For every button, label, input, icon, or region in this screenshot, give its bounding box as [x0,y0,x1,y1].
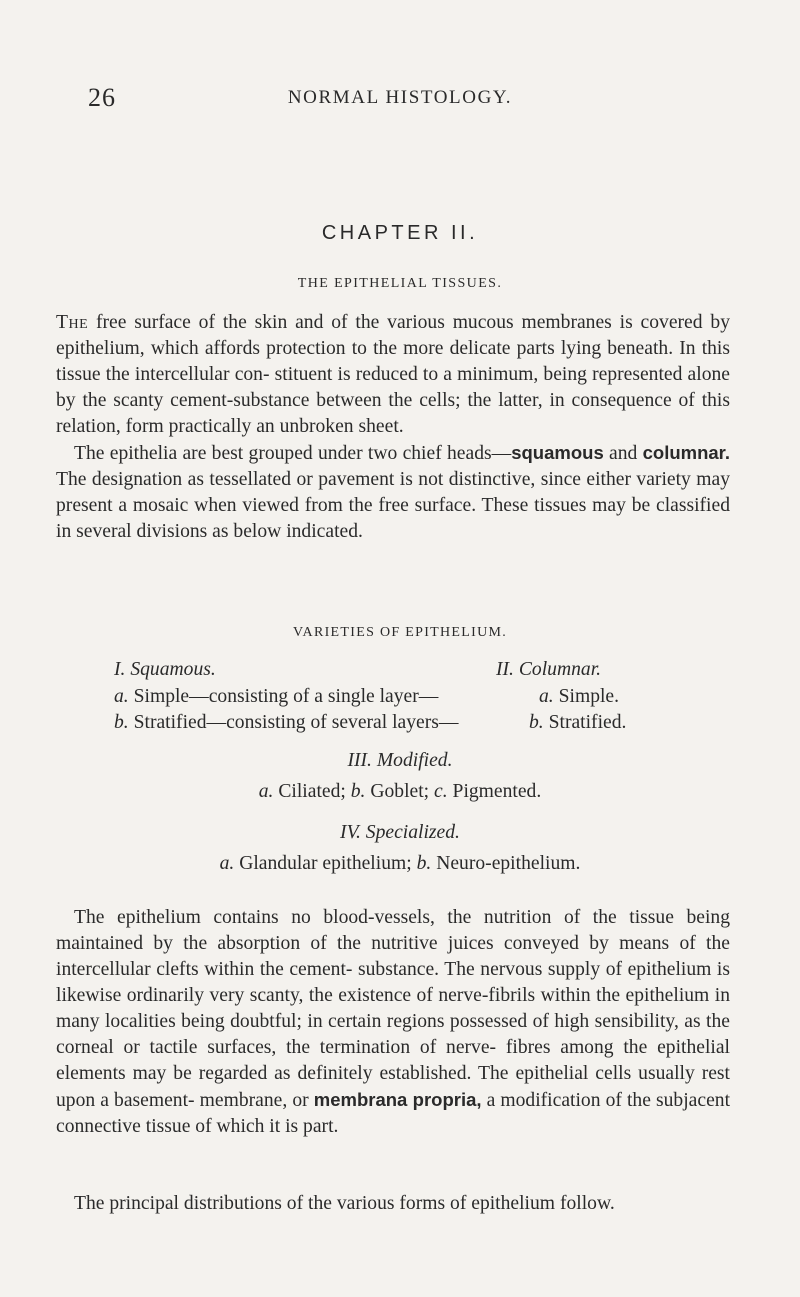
term-membrana-propria: membrana propria, [313,1089,482,1110]
modified-a-text: Ciliated; [278,781,346,802]
paragraph-2-text-a: The epithelia are best grouped under two chief heads— [74,443,512,464]
term-squamous: squamous [511,442,604,463]
squamous-label: I. Squamous. [114,659,216,680]
paragraph-4 [56,1191,730,1217]
squamous-b-letter: b. [114,712,129,733]
modified-label: III. Modified. [347,750,453,771]
columnar-label: II. Columnar. [496,659,602,680]
paragraph-3-text-b: a modification of the subjacent connective tissue of which it is part. [56,1090,731,1137]
squamous-a-row [114,686,438,708]
columnar-a-letter: a. [539,686,554,707]
paragraph-1-lead: The [56,312,89,333]
modified-row [0,781,800,803]
columnar-b-text: Stratified. [548,712,627,733]
modified-b-text: Goblet; [370,781,430,802]
paragraph-4-text: The principal distributions of the various forms of epithelium follow. [74,1193,615,1214]
squamous-a-letter: a. [114,686,129,707]
squamous-b-text: Stratified—consisting of several layers— [133,712,459,733]
columnar-b-letter: b. [529,712,544,733]
specialized-label: IV. Specialized. [340,822,460,843]
specialized-row [0,853,800,875]
specialized-b-text: Neuro-epithelium. [436,853,581,874]
paragraph-1 [56,310,730,440]
modified-c-letter: c. [434,781,448,802]
specialized-b-letter: b. [416,853,432,874]
modified-c-text: Pigmented. [452,781,542,802]
term-columnar: columnar. [642,442,730,463]
page-header [0,83,800,113]
modified-a-letter: a. [258,781,274,802]
paragraph-2 [56,440,730,545]
squamous-a-text: Simple—consisting of a single layer— [133,686,439,707]
varieties-heading: VARIETIES OF EPITHELIUM. [292,625,508,640]
chapter-title: CHAPTER II. [321,222,479,244]
paragraph-2-text-c: The designation as tessellated or pavement is not distinctive, since either variety may present a mosaic when viewed from the free surface. These tissues may be classified in several divisions as below indicated. [56,469,730,542]
columnar-b-row [529,712,626,734]
paragraph-1-text: free surface of the skin and of the various mucous membranes is covered by epithelium, which affords protection to the more delicate parts lying beneath. In this tissue the intercellular con- stituent is reduced to a minimum, being represented alone by the scanty cement-substance between the cells; the latter, in consequence of this relation, form practically an unbroken sheet. [56,312,730,437]
columnar-a-row [539,686,619,708]
columnar-a-text: Simple. [558,686,620,707]
paragraph-3 [56,905,730,1140]
page-number: 26 [88,83,116,112]
running-head: NORMAL HISTOLOGY. [287,87,513,108]
chapter-subtitle: THE EPITHELIAL TISSUES. [297,276,503,291]
paragraph-2-text-b: and [603,443,643,464]
paragraph-3-text-a: The epithelium contains no blood-vessels, the nutrition of the tissue being maintained by the absorption of the nutritive juices conveyed by means of the intercellular clefts within the cement- substance. The nervous supply of epithelium is likewise ordinarily very scanty, the existence of nerve-fibrils within the epithelium in many localities being doubtful; in certain regions possessed of high sensibility, as the corneal or tactile surfaces, the termination of nerve- fibres among the epithelial elements may be regarded as definitely established. The epithelial cells usually rest upon a basement- membrane, or [56,907,730,1111]
squamous-b-row [114,712,458,734]
specialized-a-letter: a. [219,853,235,874]
modified-b-letter: b. [350,781,366,802]
specialized-a-text: Glandular epithelium; [239,853,412,874]
